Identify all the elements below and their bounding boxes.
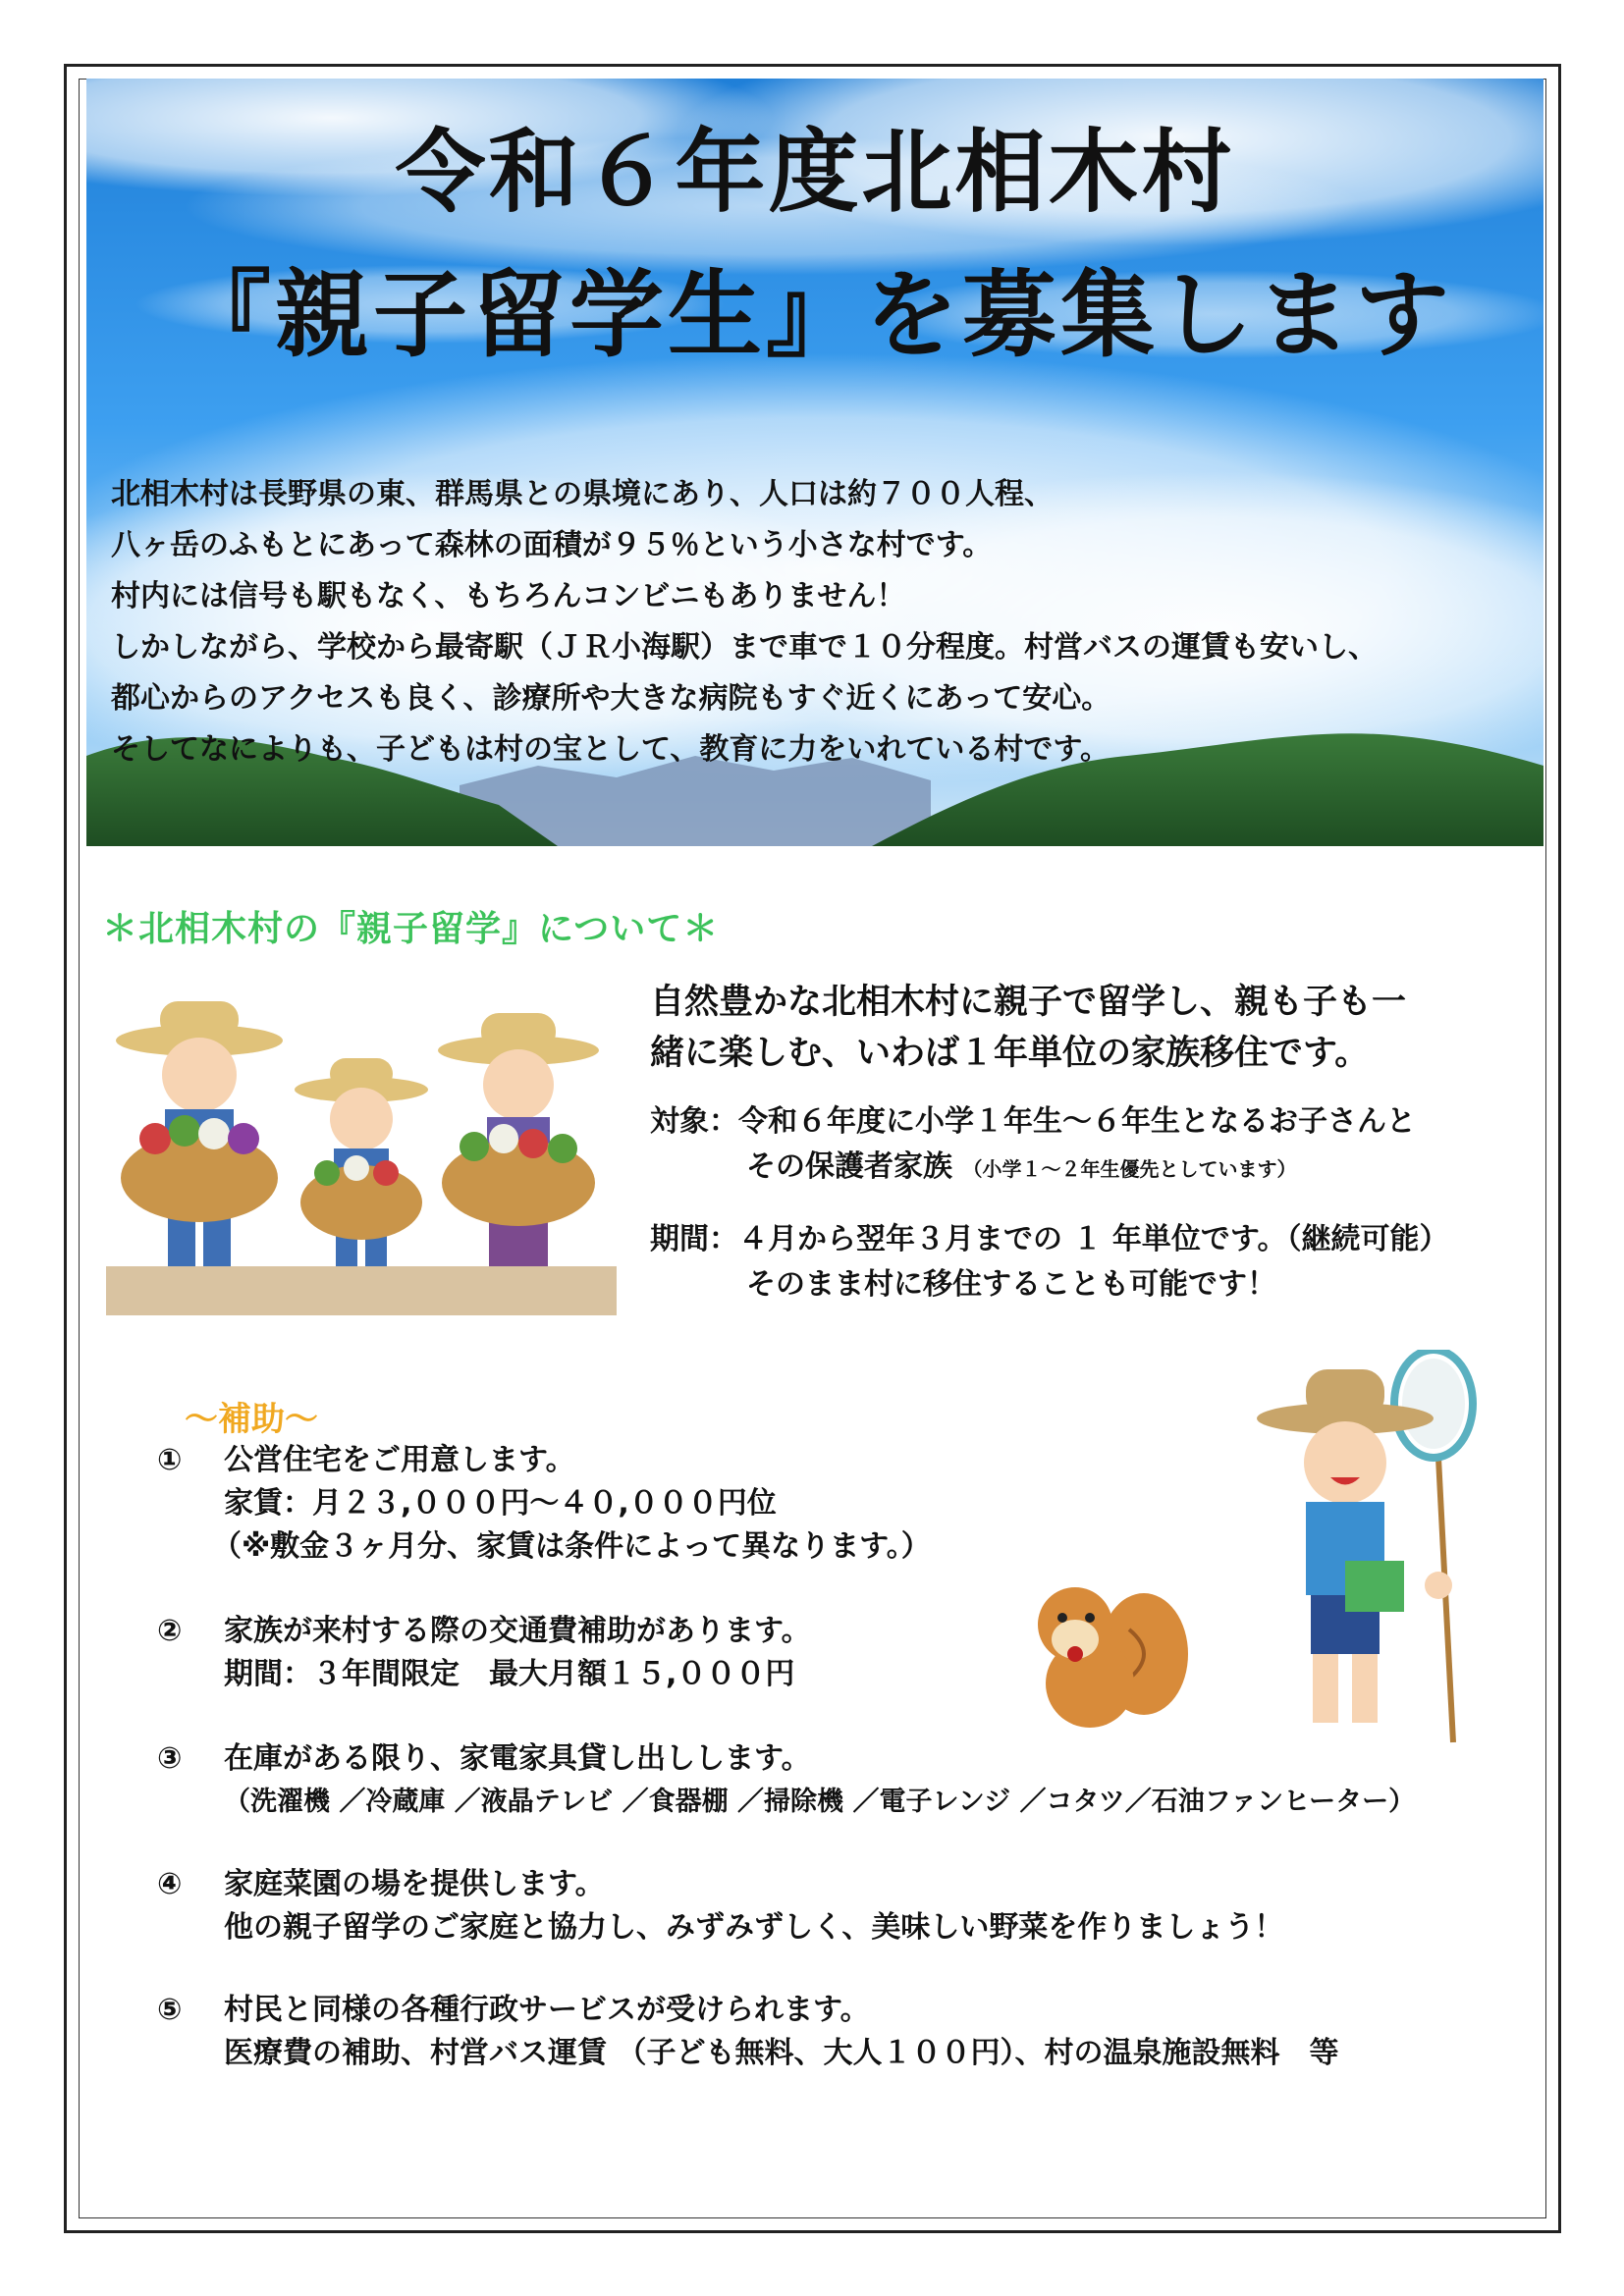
farmer-father-icon	[116, 1001, 283, 1266]
subsidy-item-1	[157, 1439, 931, 1569]
intro-line: 八ヶ岳のふもとにあって森林の面積が９５％という小さな村です。	[111, 528, 993, 562]
subsidy-item-3	[157, 1737, 1415, 1824]
squirrel-illustration	[1021, 1571, 1198, 1737]
period-text: ４月から翌年３月までの １ 年単位です。（継続可能）	[738, 1222, 1449, 1256]
item-line: 村民と同様の各種行政サービスが受けられます。	[224, 1993, 870, 2027]
hero-banner	[86, 79, 1543, 846]
target-info	[650, 1099, 1416, 1192]
item-line: 家族が来村する際の交通費補助があります。	[224, 1614, 811, 1648]
intro-line: 北相木村は長野県の東、群馬県との県境にあり、人口は約７００人程、	[111, 477, 1054, 511]
family-farmers-illustration	[106, 1001, 617, 1315]
item-line: 公営住宅をご用意します。	[224, 1443, 575, 1477]
period-label: 期間：	[650, 1222, 738, 1256]
boy-with-net-illustration	[1252, 1350, 1488, 1747]
item-line: 在庫がある限り、家電家具貸し出しします。	[224, 1741, 811, 1776]
item-number: ③	[157, 1741, 183, 1776]
title-line-1: 令和６年度北相木村	[395, 120, 1235, 225]
target-note: （小学１～２年生優先としています）	[962, 1157, 1297, 1181]
period-text-cont: そのまま村に移住することも可能です！	[746, 1267, 1276, 1302]
subsidy-item-2	[157, 1610, 811, 1696]
item-line: （洗濯機 ／冷蔵庫 ／液晶テレビ ／食器棚 ／掃除機 ／電子レンジ ／コタツ／石油ファンヒーター）	[224, 1787, 1416, 1817]
item-line: （※敷金３ヶ月分、家賃は条件によって異なります。）	[212, 1529, 931, 1564]
intro-line: そしてなによりも、子どもは村の宝として、教育に力をいれている村です。	[111, 732, 1110, 767]
subsidy-item-4	[157, 1863, 1283, 1949]
item-line: 家賃：月２３,０００円～４０,０００円位	[224, 1486, 777, 1521]
section-lead	[650, 977, 1514, 1079]
subsidy-title: ～補助～	[185, 1400, 318, 1439]
item-number: ⑤	[157, 1993, 183, 2027]
item-line: 医療費の補助、村営バス運賃 （子ども無料、大人１００円）、村の温泉施設無料 等	[224, 2036, 1339, 2070]
item-line: 期間：３年間限定 最大月額１５,０００円	[224, 1657, 795, 1691]
farmer-child-icon	[295, 1058, 428, 1266]
item-line: 他の親子留学のご家庭と協力し、みずみずしく、美味しい野菜を作りましょう！	[224, 1910, 1284, 1945]
item-number: ①	[157, 1443, 183, 1477]
item-number: ②	[157, 1614, 183, 1648]
item-line: 家庭菜園の場を提供します。	[224, 1867, 605, 1901]
target-text-cont: その保護者家族	[746, 1149, 952, 1184]
target-label: 対象：	[650, 1104, 738, 1139]
lead-line: 自然豊かな北相木村に親子で留学し、親も子も一	[650, 983, 1407, 1022]
intro-line: しかしながら、学校から最寄駅（ＪＲ小海駅）まで車で１０分程度。村営バスの運賃も安いし、	[111, 630, 1378, 665]
lead-line: 緒に楽しむ、いわば１年単位の家族移住です。	[650, 1034, 1370, 1073]
intro-line: 村内には信号も駅もなく、もちろんコンビニもありません！	[111, 579, 906, 614]
subsidy-item-5	[157, 1989, 1338, 2075]
intro-line: 都心からのアクセスも良く、診療所や大きな病院もすぐ近くにあって安心。	[111, 681, 1111, 716]
item-number: ④	[157, 1867, 183, 1901]
title-line-2: 『親子留学生』を募集します	[177, 260, 1453, 370]
farmer-mother-icon	[438, 1013, 599, 1266]
target-text: 令和６年度に小学１年生～６年生となるお子さんと	[738, 1104, 1416, 1139]
intro-text	[111, 469, 1525, 775]
period-info	[650, 1217, 1449, 1308]
section-heading: ＊北相木村の『親子留学』について＊	[102, 909, 720, 949]
